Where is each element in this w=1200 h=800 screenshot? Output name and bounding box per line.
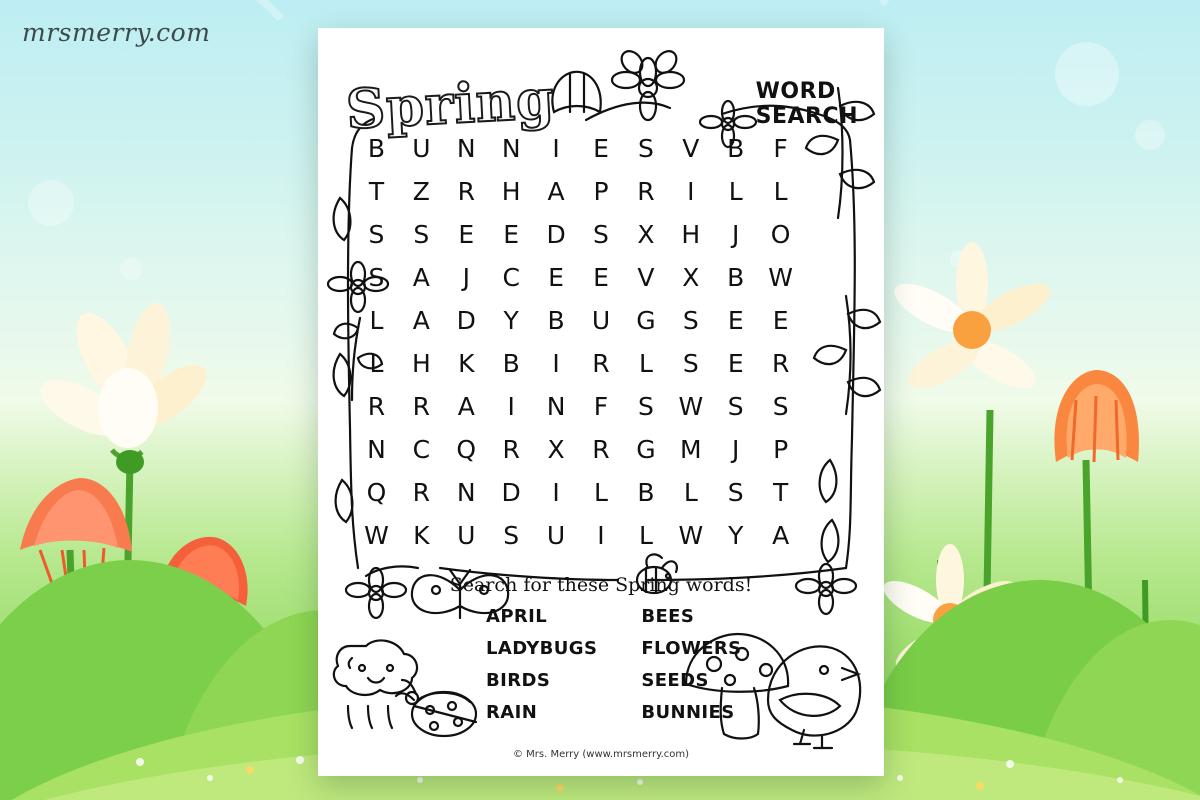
grid-letter: L — [773, 177, 788, 206]
grid-letter: B — [727, 134, 745, 163]
grid-letter: V — [637, 263, 655, 292]
grid-letter: B — [502, 349, 520, 378]
grid-letter: J — [732, 220, 740, 249]
grid-letter: S — [368, 220, 385, 249]
grid-letter: L — [683, 478, 698, 507]
grid-letter: U — [546, 521, 566, 550]
grid-letter — [803, 265, 848, 291]
grid-letter: E — [458, 220, 475, 249]
bird-icon — [768, 646, 860, 748]
grid-letter: C — [502, 263, 520, 292]
spring-script-title: Spring — [344, 66, 557, 142]
grid-letter: M — [680, 435, 702, 464]
grid-letter: S — [727, 392, 744, 421]
grid-letter — [803, 523, 848, 549]
grid-letter: X — [682, 263, 700, 292]
grid-letter: I — [507, 392, 515, 421]
grid-letter: R — [502, 435, 520, 464]
grid-letter: S — [503, 521, 520, 550]
word-search-title — [756, 80, 858, 129]
grid-letter: L — [369, 306, 384, 335]
grid-letter: A — [412, 263, 430, 292]
grid-letter: S — [593, 220, 609, 249]
grid-letter: G — [636, 435, 656, 464]
grid-letter: R — [412, 478, 431, 507]
word-item: BEES — [641, 606, 695, 627]
grid-letter: R — [367, 392, 386, 421]
grid-letter — [803, 351, 848, 377]
grid-letter — [803, 394, 848, 420]
grid-letter: S — [413, 220, 430, 249]
grid-letter: E — [503, 220, 520, 249]
grid-letter: E — [593, 134, 609, 163]
grid-letter: X — [637, 220, 655, 249]
grid-letter: F — [593, 392, 609, 421]
grid-letter: E — [727, 349, 744, 378]
word-item: SEEDS — [641, 670, 709, 691]
grid-letter: I — [552, 349, 560, 378]
grid-letter: I — [552, 134, 560, 163]
word-item: APRIL — [486, 606, 548, 627]
grid-letter: D — [546, 220, 566, 249]
grid-letter — [803, 222, 848, 248]
grid-letter: P — [593, 177, 609, 206]
grid-letter: S — [637, 392, 654, 421]
grid-letter: S — [772, 392, 789, 421]
grid-letter: L — [638, 349, 653, 378]
grid-letter: H — [681, 220, 701, 249]
grid-letter: W — [678, 521, 704, 550]
grid-letter: L — [638, 521, 653, 550]
grid-letter: N — [501, 134, 521, 163]
grid-letter: H — [501, 177, 521, 206]
grid-letter: Q — [366, 478, 387, 507]
grid-letter: R — [457, 177, 475, 206]
grid-letter: B — [727, 263, 745, 292]
grid-letter: U — [591, 306, 611, 335]
word-item: BIRDS — [486, 670, 551, 691]
grid-letter: R — [637, 177, 655, 206]
grid-letter: N — [546, 392, 566, 421]
word-item: FLOWERS — [641, 638, 742, 659]
grid-letter: S — [637, 134, 654, 163]
word-search-title-line1: WORD — [755, 79, 836, 104]
grid-letter: Q — [456, 435, 477, 464]
grid-letter: T — [772, 478, 789, 507]
grid-letter: N — [456, 478, 476, 507]
grid-letter: U — [412, 134, 431, 163]
grid-letter: A — [457, 392, 475, 421]
grid-letter: Y — [728, 521, 744, 550]
word-list — [486, 606, 742, 723]
grid-letter: R — [592, 435, 610, 464]
grid-letter: J — [732, 435, 740, 464]
grid-letter: F — [773, 134, 788, 163]
grid-letter: E — [548, 263, 564, 292]
search-prompt: Search for these Spring words! — [449, 574, 753, 596]
grid-letter: O — [770, 220, 791, 249]
grid-letter: J — [462, 263, 470, 292]
grid-letter: Y — [503, 306, 519, 335]
grid-letter: S — [368, 263, 385, 292]
grid-letter: R — [592, 349, 610, 378]
grid-letter — [803, 480, 848, 506]
grid-letter: S — [682, 306, 699, 335]
grid-letter: V — [682, 134, 700, 163]
grid-letter: W — [768, 263, 793, 292]
copyright-credit: © Mrs. Merry (www.mrsmerry.com) — [512, 749, 690, 760]
grid-letter: R — [412, 392, 431, 421]
grid-letter: A — [772, 521, 790, 550]
grid-letter: P — [773, 435, 789, 464]
grid-letter: E — [727, 306, 744, 335]
grid-letter: L — [594, 478, 608, 507]
worksheet-page — [318, 28, 884, 776]
cloud-icon — [334, 640, 417, 694]
grid-letter: L — [369, 349, 384, 378]
grid-letter — [803, 437, 848, 463]
grid-letter: L — [728, 177, 743, 206]
grid-letter: T — [368, 177, 385, 206]
grid-letter: W — [678, 392, 704, 421]
word-list-column-1 — [486, 606, 597, 723]
watermark-text: mrsmerry.com — [22, 18, 211, 47]
grid-letter: N — [456, 134, 476, 163]
grid-letter: A — [547, 177, 565, 206]
grid-letter: I — [687, 177, 695, 206]
grid-letter: A — [412, 306, 430, 335]
grid-letter: I — [552, 478, 560, 507]
word-item: LADYBUGS — [486, 638, 598, 659]
grid-letter: K — [413, 521, 430, 550]
grid-letter: S — [682, 349, 699, 378]
grid-letter: C — [412, 435, 431, 464]
grid-letter: R — [771, 349, 790, 378]
grid-letter: I — [597, 521, 605, 550]
grid-letter: D — [456, 306, 476, 335]
word-search-title-line2: SEARCH — [755, 103, 858, 129]
grid-letter: E — [593, 263, 609, 292]
grid-letter: W — [364, 521, 389, 550]
grid-letter — [803, 179, 848, 205]
grid-letter: N — [367, 435, 386, 464]
grid-letter: G — [636, 306, 656, 335]
grid-letter: B — [637, 478, 655, 507]
raindrop-icon — [348, 706, 392, 728]
word-item: BUNNIES — [641, 702, 735, 723]
grid-letter: S — [727, 478, 744, 507]
grid-letter: B — [367, 134, 386, 163]
letter-grid — [354, 136, 848, 549]
grid-letter: X — [547, 435, 565, 464]
grid-letter: E — [772, 306, 789, 335]
grid-letter: Z — [412, 177, 430, 206]
grid-letter — [803, 308, 848, 334]
grid-letter: H — [411, 349, 431, 378]
word-item: RAIN — [486, 702, 538, 723]
word-list-column-2 — [641, 606, 741, 723]
grid-letter — [803, 136, 848, 162]
grid-letter: U — [457, 521, 476, 550]
grid-letter: D — [501, 478, 521, 507]
grid-letter: B — [547, 306, 565, 335]
grid-letter: K — [458, 349, 475, 378]
